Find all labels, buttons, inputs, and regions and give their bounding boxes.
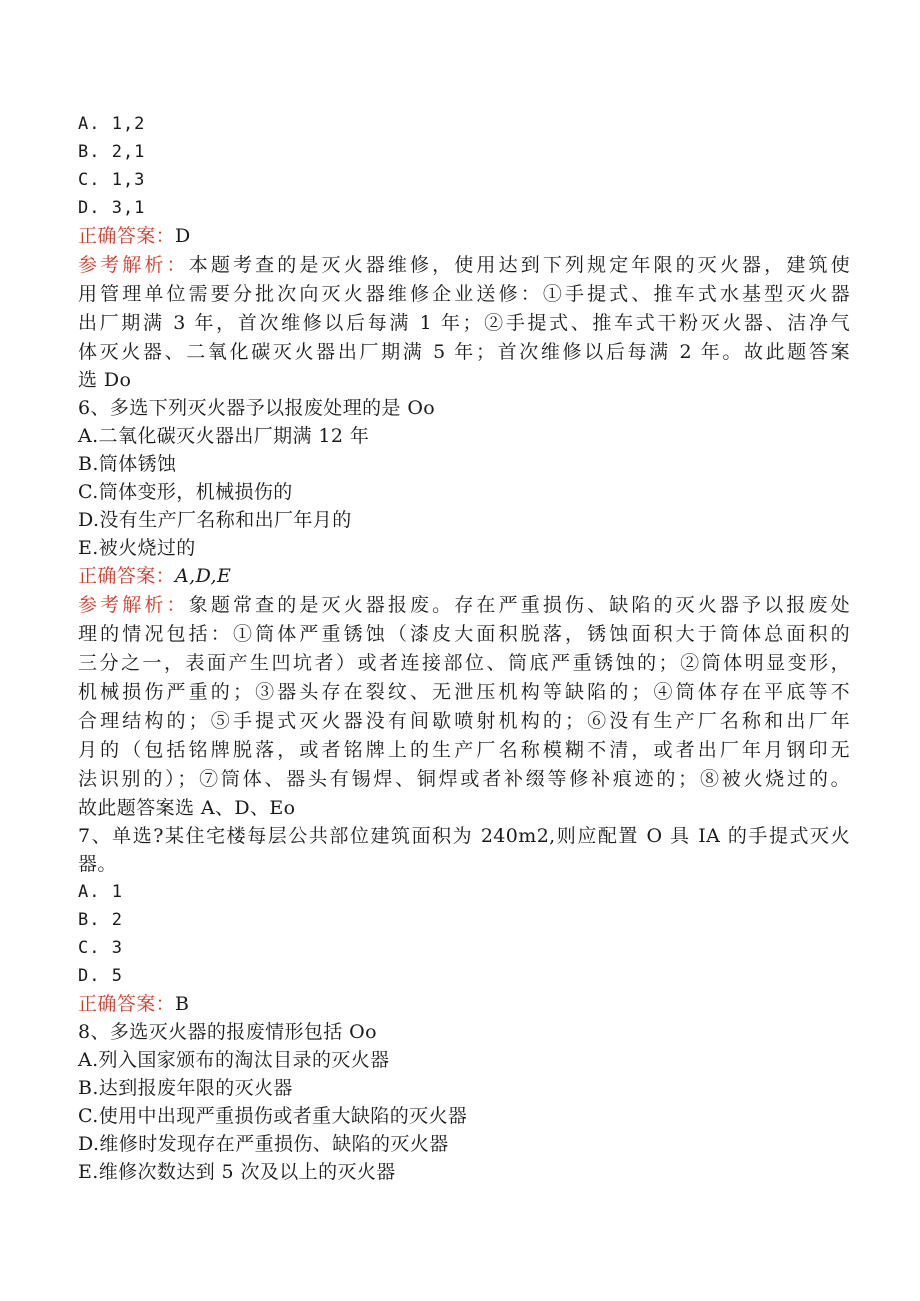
q5-explain-label: 参考解析：	[78, 254, 189, 276]
q6-explain-line-5: 合理结构的；⑤手提式灭火器没有间歇喷射机构的；⑥没有生产厂名称和出厂年	[78, 710, 850, 732]
q6-question: 6、多选下列灭火器予以报废处理的是 Oo	[78, 397, 436, 419]
q8-option-b: B.达到报废年限的灭火器	[78, 1077, 293, 1099]
q5-option-d: D. 3,1	[78, 198, 146, 218]
q7-answer-value: B	[175, 993, 190, 1015]
q7-answer-label: 正确答案：	[78, 993, 176, 1015]
q5-answer-value: D	[175, 225, 191, 247]
q5-option-a: A. 1,2	[78, 114, 146, 134]
q6-explain-line-2: 理的情况包括：①筒体严重锈蚀（漆皮大面积脱落，锈蚀面积大于筒体总面积的	[78, 623, 850, 645]
q7-option-b: B. 2	[78, 910, 123, 930]
q8-option-c: C.使用中出现严重损伤或者重大缺陷的灭火器	[78, 1105, 468, 1127]
q8-option-a: A.列入国家颁布的淘汰目录的灭火器	[78, 1049, 390, 1071]
q6-option-d: D.没有生产厂名称和出厂年月的	[78, 509, 352, 531]
q5-answer-label: 正确答案：	[78, 225, 176, 247]
q6-answer-value: A,D,E	[175, 565, 232, 587]
q5-explain-line-5: 选 Do	[78, 369, 132, 391]
q6-option-c: C.筒体变形，机械损伤的	[78, 481, 293, 503]
q5-explain-line-2: 用管理单位需要分批次向灭火器维修企业送修：①手提式、推车式水基型灭火器	[78, 283, 850, 305]
q6-option-b: B.筒体锈蚀	[78, 453, 177, 475]
q6-answer-label: 正确答案：	[78, 565, 176, 587]
q6-explain-line-4: 机械损伤严重的；③器头存在裂纹、无泄压机构等缺陷的；④筒体存在平底等不	[78, 681, 850, 703]
q7-option-a: A. 1	[78, 882, 123, 902]
q6-explain-line-7: 法识别的）；⑦筒体、器头有锡焊、铜焊或者补缀等修补痕迹的；⑧被火烧过的。	[78, 768, 850, 790]
q5-option-b: B. 2,1	[78, 142, 146, 162]
q6-option-e: E.被火烧过的	[78, 537, 196, 559]
q5-answer	[78, 222, 850, 250]
q5-option-c: C. 1,3	[78, 170, 146, 190]
q7-question-line-2: 器。	[78, 853, 117, 875]
q8-question: 8、多选灭火器的报废情形包括 Oo	[78, 1021, 377, 1043]
q8-option-e: E.维修次数达到 5 次及以上的灭火器	[78, 1161, 396, 1183]
q5-explain-line-4: 体灭火器、二氧化碳灭火器出厂期满 5 年；首次维修以后每满 2 年。故此题答案	[78, 341, 850, 363]
q8-option-d: D.维修时发现存在严重损伤、缺陷的灭火器	[78, 1133, 449, 1155]
q6-explain-line-1: 参考解析：象题常查的是灭火器报废。存在严重损伤、缺陷的灭火器予以报废处	[78, 594, 850, 616]
q7-answer	[78, 990, 850, 1018]
q7-question-line-1: 7、单选?某住宅楼每层公共部位建筑面积为 240m2,则应配置 O 具 IA 的手提式灭火	[78, 825, 850, 847]
q5-explain-line-3: 出厂期满 3 年，首次维修以后每满 1 年；②手提式、推车式干粉灭火器、洁净气	[78, 312, 850, 334]
q7-option-d: D. 5	[78, 966, 123, 986]
q5-explain-line-1: 参考解析：本题考查的是灭火器维修，使用达到下列规定年限的灭火器，建筑使	[78, 254, 850, 276]
q6-option-a: A.二氧化碳灭火器出厂期满 12 年	[78, 425, 370, 447]
q6-explain-line-3: 三分之一，表面产生凹坑者）或者连接部位、筒底严重锈蚀的；②筒体明显变形，	[78, 652, 850, 674]
q6-explain-line-8: 故此题答案选 A、D、Eo	[78, 797, 296, 819]
q7-option-c: C. 3	[78, 938, 123, 958]
q6-explain-label: 参考解析：	[78, 594, 189, 616]
q6-explain-line-6: 月的（包括铭牌脱落，或者铭牌上的生产厂名称模糊不清，或者出厂年月钢印无	[78, 739, 850, 761]
q6-answer	[78, 562, 850, 590]
